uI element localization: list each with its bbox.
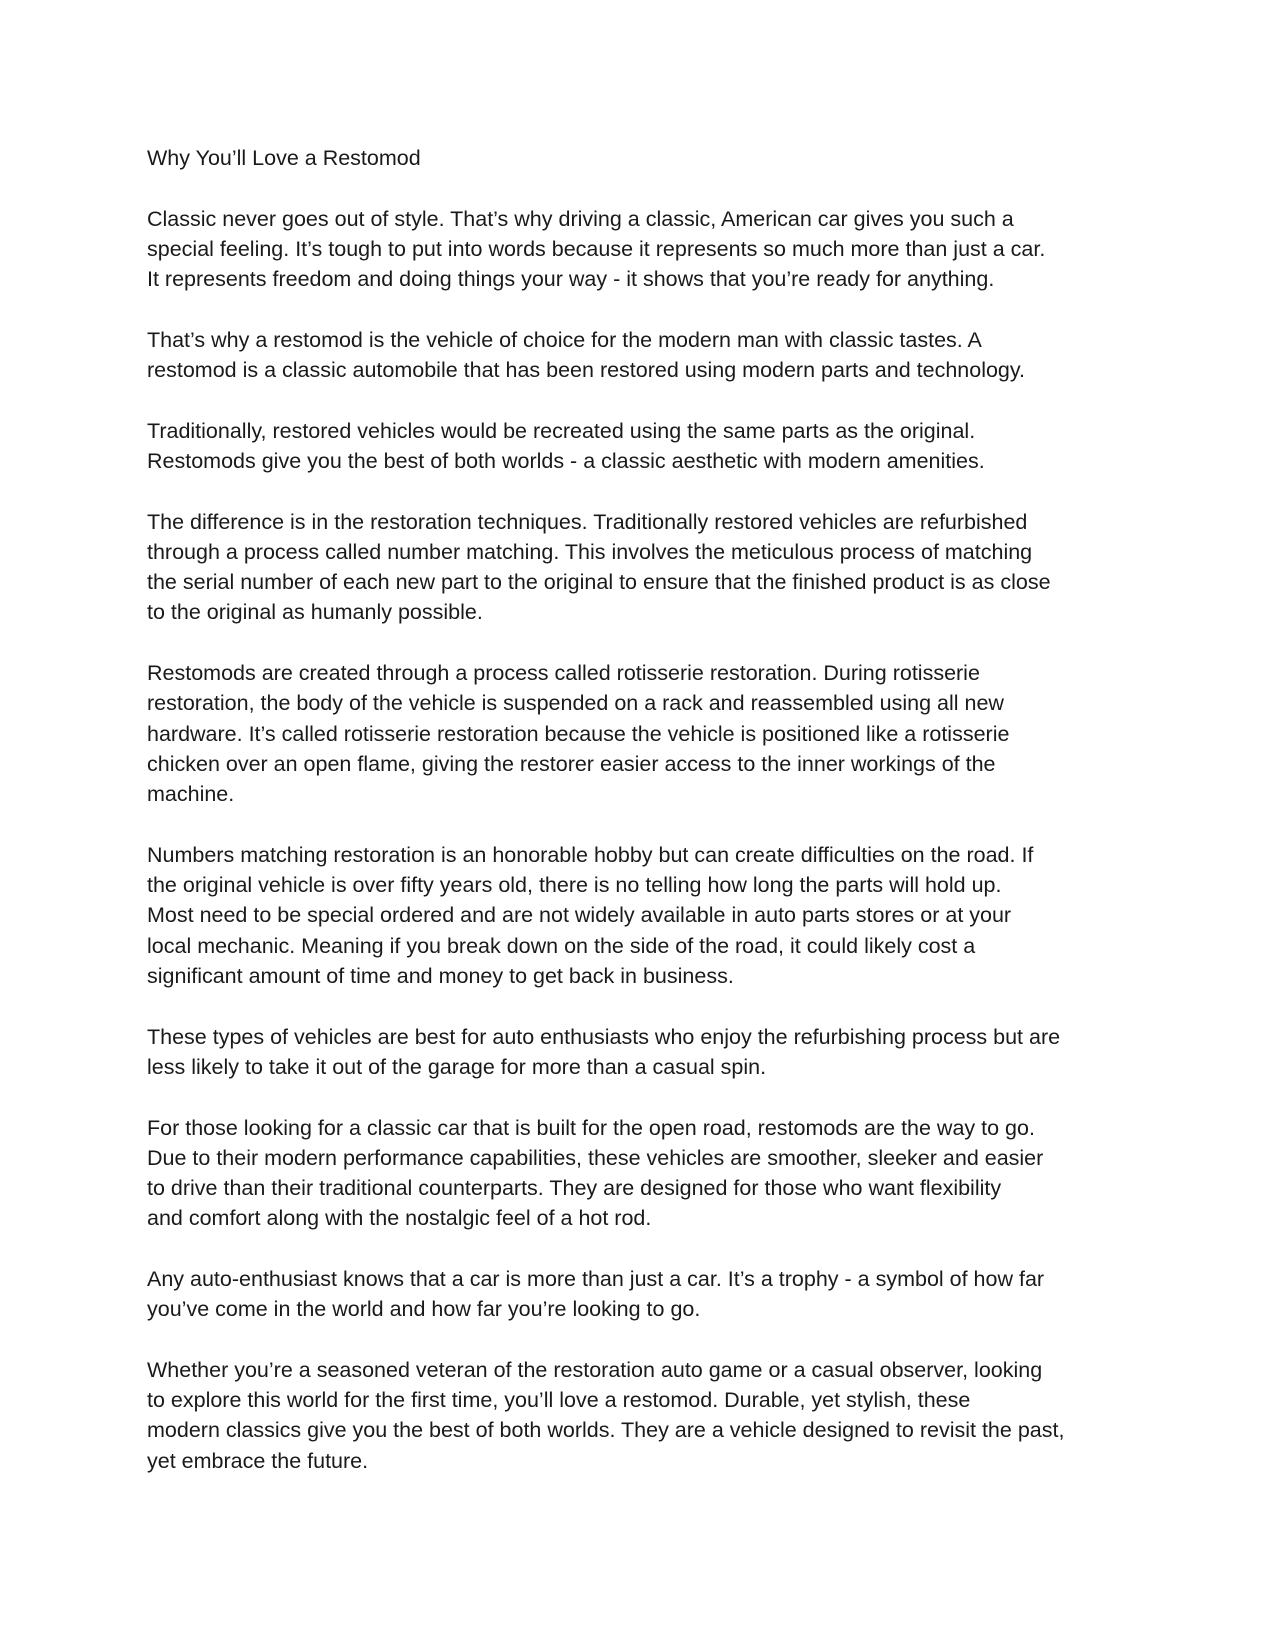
paragraph-line: It represents freedom and doing things your way - it shows that you’re ready for anything. [147, 267, 995, 292]
paragraph-line: restoration, the body of the vehicle is suspended on a rack and reassembled using all new [147, 691, 1004, 716]
paragraph-line: Restomods give you the best of both worlds - a classic aesthetic with modern amenities. [147, 448, 985, 473]
paragraph-line: hardware. It’s called rotisserie restoration because the vehicle is positioned like a rotisserie [147, 721, 1010, 746]
paragraph-line: the original vehicle is over fifty years old, there is no telling how long the parts will hold up. [147, 873, 1002, 898]
paragraph-line: special feeling. It’s tough to put into words because it represents so much more than just a car. [147, 236, 1046, 261]
paragraph-line: That’s why a restomod is the vehicle of choice for the modern man with classic tastes. A [147, 327, 982, 352]
paragraph-line: to the original as humanly possible. [147, 600, 483, 625]
paragraph-line: These types of vehicles are best for auto enthusiasts who enjoy the refurbishing process but are [147, 1024, 1061, 1049]
paragraph-line: Due to their modern performance capabilities, these vehicles are smoother, sleeker and easier [147, 1145, 1044, 1170]
paragraph-2 [147, 325, 1132, 386]
paragraph-line: Restomods are created through a process called rotisserie restoration. During rotisserie [147, 661, 980, 686]
paragraph-line: you’ve come in the world and how far you’re looking to go. [147, 1297, 701, 1322]
paragraph-line: Traditionally, restored vehicles would be recreated using the same parts as the original. [147, 418, 976, 443]
paragraph-line: Most need to be special ordered and are not widely available in auto parts stores or at your [147, 903, 1012, 928]
paragraph-line: Any auto-enthusiast knows that a car is more than just a car. It’s a trophy - a symbol of how far [147, 1266, 1045, 1291]
paragraph-line: local mechanic. Meaning if you break down on the side of the road, it could likely cost a [147, 933, 976, 958]
paragraph-8 [147, 1113, 1132, 1234]
paragraph-line: to explore this world for the first time, you’ll love a restomod. Durable, yet stylish, these [147, 1388, 971, 1413]
document-page [147, 143, 1132, 1506]
paragraph-9 [147, 1264, 1132, 1325]
paragraph-line: and comfort along with the nostalgic feel of a hot rod. [147, 1206, 652, 1231]
paragraph-5 [147, 658, 1132, 809]
paragraph-line: significant amount of time and money to get back in business. [147, 964, 734, 989]
paragraph-line: the serial number of each new part to the original to ensure that the finished product is as close [147, 570, 1051, 595]
paragraph-line: to drive than their traditional counterparts. They are designed for those who want flexibility [147, 1176, 1002, 1201]
paragraph-10 [147, 1355, 1132, 1476]
paragraph-line: Classic never goes out of style. That’s why driving a classic, American car gives you such a [147, 206, 1014, 231]
paragraph-3 [147, 416, 1132, 477]
title-line: Why You’ll Love a Restomod [147, 146, 421, 170]
paragraph-line: Numbers matching restoration is an honorable hobby but can create difficulties on the road. If [147, 842, 1034, 867]
paragraph-line: yet embrace the future. [147, 1448, 369, 1473]
paragraph-line: chicken over an open flame, giving the restorer easier access to the inner workings of the [147, 751, 996, 776]
paragraph-line: For those looking for a classic car that is built for the open road, restomods are the way to go. [147, 1115, 1035, 1140]
document-title [147, 143, 1132, 173]
paragraph-6 [147, 840, 1132, 991]
paragraph-line: less likely to take it out of the garage for more than a casual spin. [147, 1054, 767, 1079]
paragraph-line: The difference is in the restoration techniques. Traditionally restored vehicles are refurbished [147, 509, 1028, 534]
paragraph-7 [147, 1022, 1132, 1083]
paragraph-line: Whether you’re a seasoned veteran of the restoration auto game or a casual observer, looking [147, 1357, 1043, 1382]
paragraph-line: through a process called number matching. This involves the meticulous process of matching [147, 539, 1033, 564]
paragraph-line: modern classics give you the best of both worlds. They are a vehicle designed to revisit the past, [147, 1418, 1065, 1443]
paragraph-4 [147, 507, 1132, 628]
paragraph-line: machine. [147, 782, 235, 807]
paragraph-1 [147, 204, 1132, 295]
paragraph-line: restomod is a classic automobile that has been restored using modern parts and technology. [147, 358, 1026, 383]
